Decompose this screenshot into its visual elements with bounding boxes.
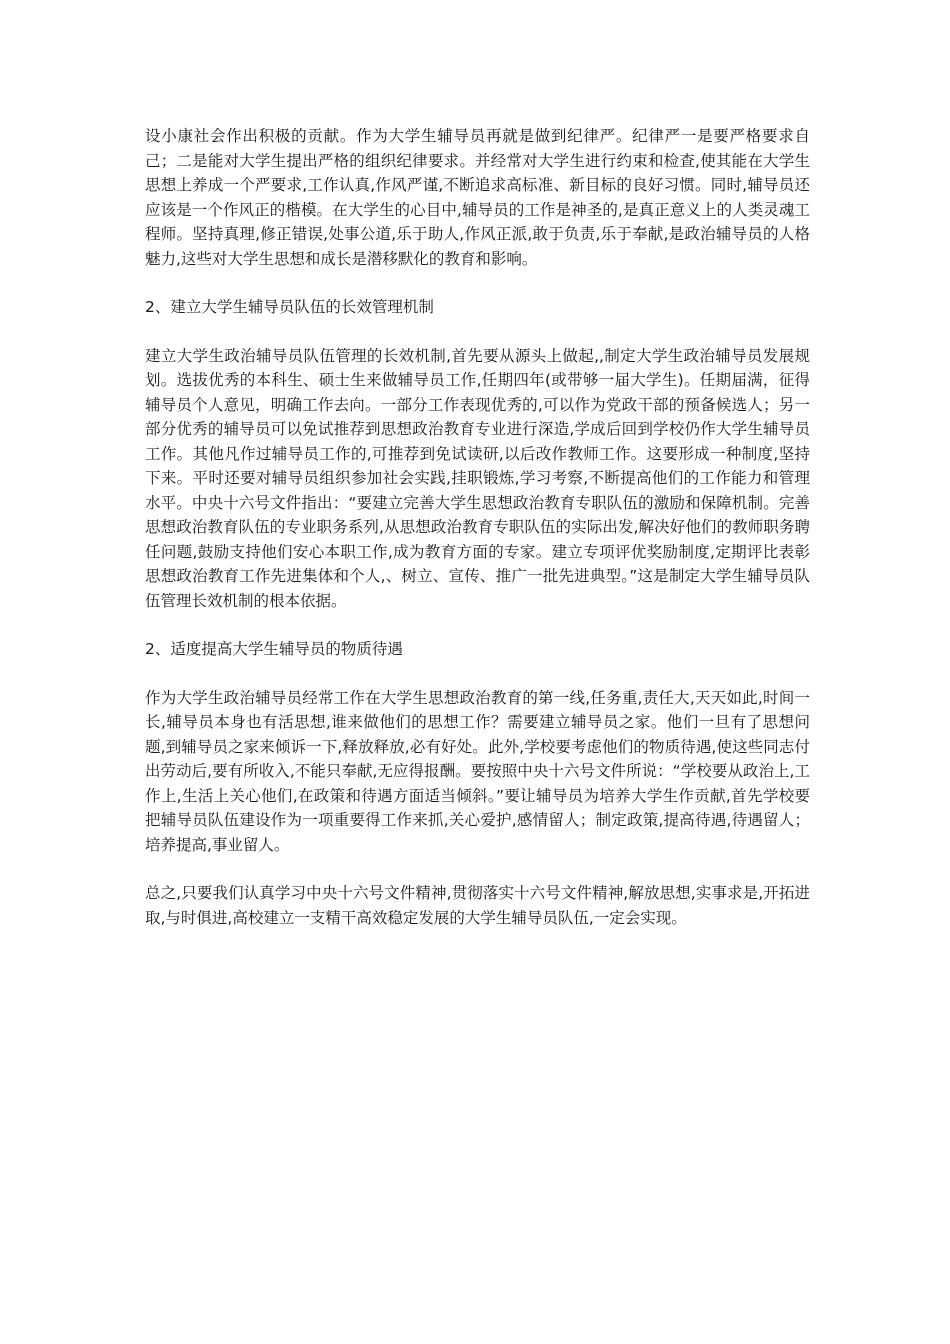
- section-heading-material-treatment: 2、适度提高大学生辅导员的物质待遇: [145, 640, 403, 658]
- paragraph-material-treatment: 作为大学生政治辅导员经常工作在大学生思想政治教育的第一线,任务重,责任大,天天如此,时间一长,辅导员本身也有活思想,谁来做他们的思想工作？需要建立辅导员之家。他们一旦有了思想问题,到辅导员之家来倾诉一下,释放释放,必有好处。此外,学校要考虑他们的物质待遇,使这些同志付出劳动后,要有所收入,不能只奉献,无应得报酬。要按照中央十六号文件所说：“学校要从政治上,工作上,生活上关心他们,在政策和待遇方面适当倾斜。”要让辅导员为培养大学生作贡献,首先学校要把辅导员队伍建设作为一项重要得工作来抓,关心爱护,感情留人；制定政策,提高待遇,待遇留人；培养提高,事业留人。: [145, 688, 810, 854]
- paragraph-long-term-mechanism: 建立大学生政治辅导员队伍管理的长效机制,首先要从源头上做起,,制定大学生政治辅导员发展规划。选拔优秀的本科生、硕士生来做辅导员工作,任期四年(或带够一届大学生)。任期届满，征得辅导员个人意见，明确工作去向。一部分工作表现优秀的,可以作为党政干部的预备候选人；另一部分优秀的辅导员可以免试推荐到思想政治教育专业进行深造,学成后回到学校仍作大学生辅导员工作。其他凡作过辅导员工作的,可推荐到免试读研,以后改作教师工作。这要形成一种制度,坚持下来。平时还要对辅导员组织参加社会实践,挂职锻炼,学习考察,不断提高他们的工作能力和管理水平。中央十六号文件指出：“要建立完善大学生思想政治教育专职队伍的激励和保障机制。完善思想政治教育队伍的专业职务系列,从思想政治教育专职队伍的实际出发,解决好他们的教师职务聘任问题,鼓励支持他们安心本职工作,成为教育方面的专家。建立专项评优奖励制度,定期评比表彰思想政治教育工作先进集体和个人,、树立、宣传、推广一批先进典型。”这是制定大学生辅导员队伍管理长效机制的根本依据。: [145, 346, 810, 610]
- section-heading-long-term-mechanism: 2、建立大学生辅导员队伍的长效管理机制: [145, 298, 434, 316]
- paragraph-conclusion: 总之,只要我们认真学习中央十六号文件精神,贯彻落实十六号文件精神,解放思想,实事求是,开拓进取,与时俱进,高校建立一支精干高效稳定发展的大学生辅导员队伍,一定会实现。: [145, 884, 810, 927]
- paragraph-intro: 设小康社会作出积极的贡献。作为大学生辅导员再就是做到纪律严。纪律严一是要严格要求自己；二是能对大学生提出严格的组织纪律要求。并经常对大学生进行约束和检查,使其能在大学生思想上养成一个严要求,工作认真,作风严谨,不断追求高标准、新目标的良好习惯。同时,辅导员还应该是一个作风正的楷模。在大学生的心目中,辅导员的工作是神圣的,是真正意义上的人类灵魂工程师。坚持真理,修正错误,处事公道,乐于助人,作风正派,敢于负责,乐于奉献,是政治辅导员的人格魅力,这些对大学生思想和成长是潜移默化的教育和影响。: [145, 127, 810, 268]
- document-body: [145, 124, 810, 930]
